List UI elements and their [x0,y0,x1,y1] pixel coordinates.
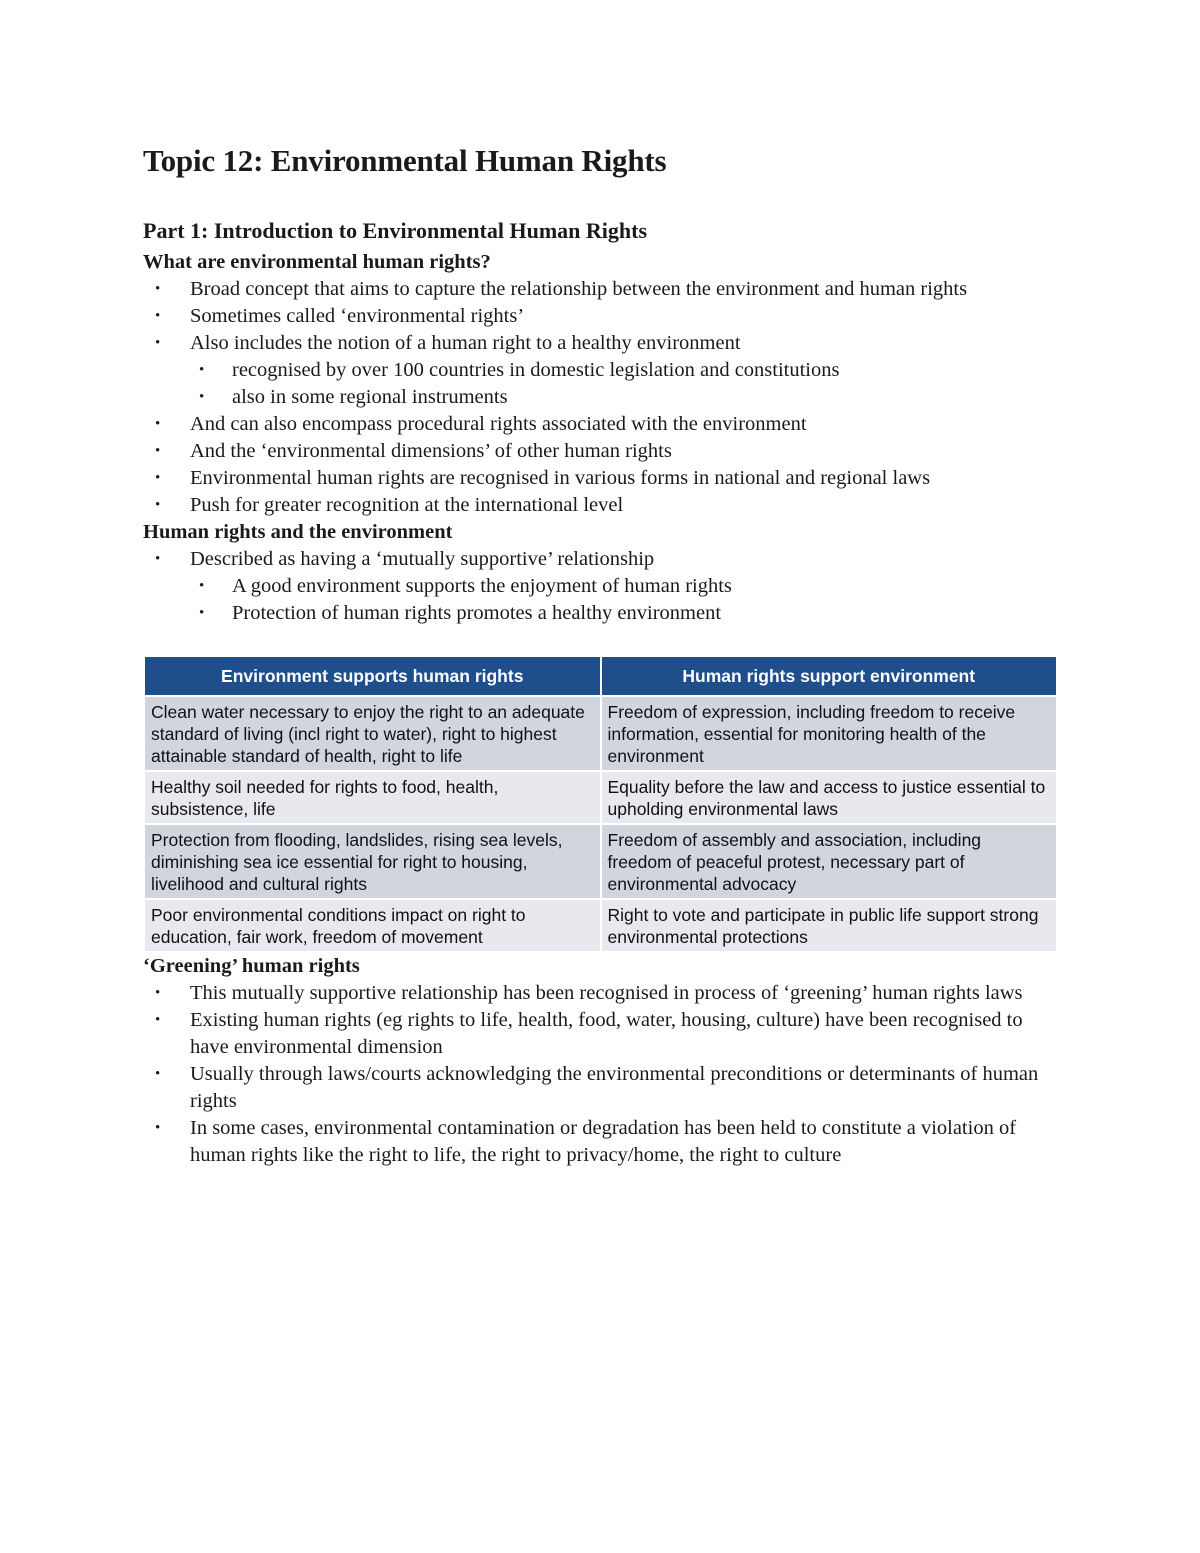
sub-bullet-item [143,357,1058,384]
bullet-icon: • [155,985,161,1001]
bullet-text: Also includes the notion of a human right to a healthy environment [190,332,741,354]
bullet-text: Protection of human rights promotes a healthy environment [232,602,722,624]
sub-bullet-item [143,600,1058,627]
table-header-env-supports-hr: Environment supports human rights [144,656,601,696]
section-heading-hr-and-environment: Human rights and the environment [143,521,453,543]
bullet-list-what-are-ehr [143,276,1058,519]
bullet-text: recognised by over 100 countries in domestic legislation and constitutions [232,359,840,381]
bullet-text: Environmental human rights are recognised in various forms in national and regional laws [190,467,931,489]
bullet-list-hr-and-environment [143,546,1058,627]
table-cell: Equality before the law and access to justice essential to upholding environmental laws [601,771,1058,824]
bullet-icon: • [155,308,161,324]
bullet-icon: • [155,281,161,297]
bullet-item [143,303,1058,330]
bullet-item [143,1115,1058,1169]
document-content [143,136,1058,1169]
table-cell: Right to vote and participate in public life support strong environmental protections [601,899,1058,952]
bullet-icon: • [155,1120,161,1136]
part-title: Part 1: Introduction to Environmental Human Rights [143,218,648,243]
document-title: Topic 12: Environmental Human Rights [143,143,667,178]
section-heading-what-are-ehr: What are environmental human rights? [143,251,491,273]
bullet-text: Usually through laws/courts acknowledging the environmental preconditions or determinants of human rights [190,1063,1039,1112]
bullet-text: Described as having a ‘mutually supportive’ relationship [190,548,655,570]
sub-bullet-item [143,573,1058,600]
bullet-text: Push for greater recognition at the international level [190,494,624,516]
section-heading-greening-hr: ‘Greening’ human rights [143,955,360,977]
bullet-icon: • [155,416,161,432]
bullet-item [143,411,1058,438]
table-row [144,824,1057,899]
bullet-icon: • [155,497,161,513]
table-cell: Poor environmental conditions impact on right to education, fair work, freedom of movement [144,899,601,952]
bullet-item [143,1061,1058,1115]
table-cell: Protection from flooding, landslides, rising sea levels, diminishing sea ice essential for right to housing, livelihood and cultural rights [144,824,601,899]
bullet-item [143,330,1058,357]
mutual-support-table [143,655,1058,953]
bullet-icon: • [155,443,161,459]
bullet-item [143,438,1058,465]
bullet-icon: • [155,335,161,351]
bullet-text: In some cases, environmental contamination or degradation has been held to constitute a violation of human rights like the right to life, the right to privacy/home, the right to culture [190,1117,1017,1166]
bullet-list-greening-hr [143,980,1058,1169]
bullet-icon: • [199,362,205,378]
bullet-text: Existing human rights (eg rights to life, health, food, water, housing, culture) have been recognised to have environmental dimension [190,1009,1023,1058]
table-cell: Clean water necessary to enjoy the right to an adequate standard of living (incl right to water), right to highest attainable standard of health, right to life [144,696,601,771]
table-row [144,899,1057,952]
bullet-icon: • [155,1066,161,1082]
bullet-icon: • [155,1012,161,1028]
bullet-icon: • [199,605,205,621]
bullet-item [143,465,1058,492]
bullet-icon: • [199,389,205,405]
bullet-item [143,1007,1058,1061]
bullet-icon: • [199,578,205,594]
bullet-icon: • [155,470,161,486]
sub-bullet-item [143,384,1058,411]
bullet-text: Sometimes called ‘environmental rights’ [190,305,525,327]
bullet-text: This mutually supportive relationship has been recognised in process of ‘greening’ human rights laws [190,982,1023,1004]
table-cell: Healthy soil needed for rights to food, health, subsistence, life [144,771,601,824]
bullet-text: And the ‘environmental dimensions’ of other human rights [190,440,672,462]
bullet-item [143,276,1058,303]
table-row [144,771,1057,824]
bullet-item [143,492,1058,519]
bullet-text: also in some regional instruments [232,386,508,408]
table-header-hr-supports-env: Human rights support environment [601,656,1058,696]
bullet-item [143,546,1058,573]
table-row [144,696,1057,771]
bullet-text: Broad concept that aims to capture the relationship between the environment and human rights [190,278,968,300]
bullet-item [143,980,1058,1007]
table-cell: Freedom of assembly and association, including freedom of peaceful protest, necessary part of environmental advocacy [601,824,1058,899]
bullet-text: And can also encompass procedural rights associated with the environment [190,413,807,435]
bullet-icon: • [155,551,161,567]
table-header-row [144,656,1057,696]
bullet-text: A good environment supports the enjoyment of human rights [232,575,732,597]
table-cell: Freedom of expression, including freedom to receive information, essential for monitoring health of the environment [601,696,1058,771]
